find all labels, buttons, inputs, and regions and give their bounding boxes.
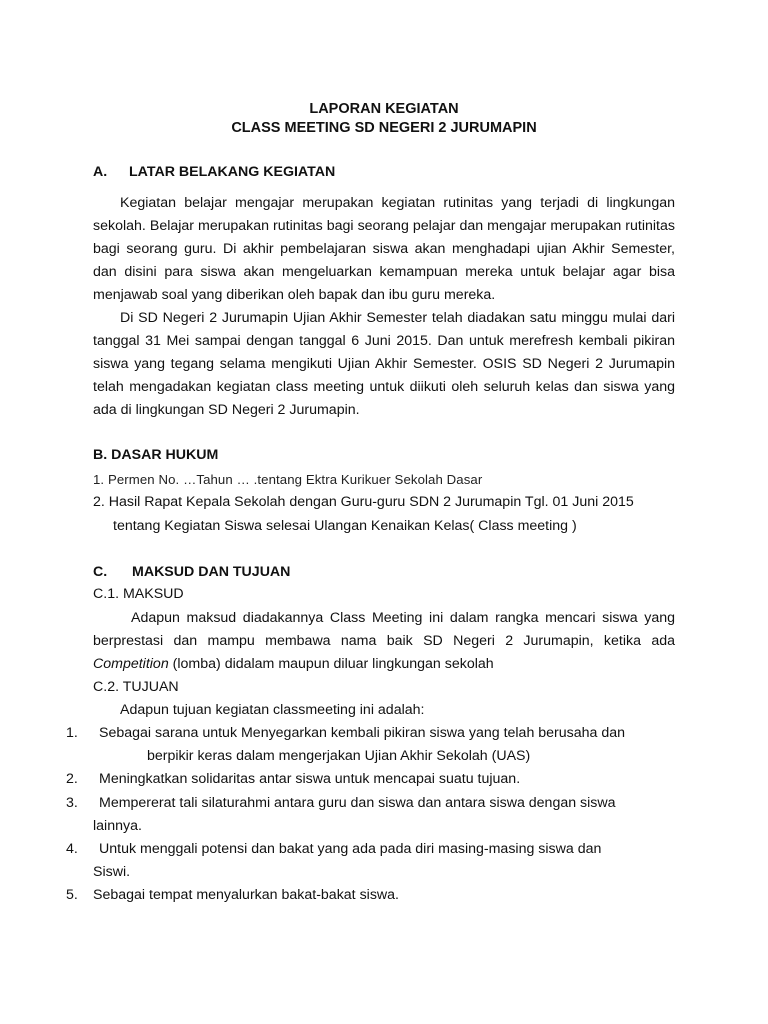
section-a-p1-line: bagi seorang guru. Di akhir pembelajaran siswa akan menghadapi ujian Akhir Semester,	[93, 241, 675, 257]
list-item: Untuk menggali potensi dan bakat yang ada pada diri masing-masing siswa dan	[99, 841, 602, 857]
list-item: Sebagai tempat menyalurkan bakat-bakat siswa.	[93, 887, 399, 903]
c1-line: berprestasi dan mampu membawa nama baik SD Negeri 2 Jurumapin, ketika ada	[93, 633, 675, 649]
section-a-p2-line: ada di lingkungan SD Negeri 2 Jurumapin.	[93, 402, 360, 418]
list-item-cont: Siswi.	[93, 864, 131, 880]
list-number: 3.	[66, 795, 78, 811]
list-item: Sebagai sarana untuk Menyegarkan kembali pikiran siswa yang telah berusaha dan	[99, 725, 626, 741]
section-b-heading: B. DASAR HUKUM	[93, 447, 219, 463]
section-a-p2-line: telah mengadakan kegiatan class meeting untuk diikuti oleh seluruh kelas dan siswa yang	[93, 379, 675, 395]
c2-intro: Adapun tujuan kegiatan classmeeting ini adalah:	[120, 702, 425, 718]
c1-line: Adapun maksud diadakannya Class Meeting ini dalam rangka mencari siswa yang	[131, 610, 675, 626]
section-b-item-2: 2. Hasil Rapat Kepala Sekolah dengan Guru-guru SDN 2 Jurumapin Tgl. 01 Juni 2015	[93, 494, 634, 510]
c1-last-line	[93, 656, 494, 672]
c1-heading: C.1. MAKSUD	[93, 586, 184, 602]
section-a-p1-line: Kegiatan belajar mengajar merupakan kegiatan rutinitas yang terjadi di lingkungan	[120, 195, 675, 211]
document-subtitle: CLASS MEETING SD NEGERI 2 JURUMAPIN	[231, 120, 537, 136]
section-a-heading: LATAR BELAKANG KEGIATAN	[129, 164, 336, 180]
competition-italic: Competition	[93, 656, 169, 672]
list-number: 5.	[66, 887, 78, 903]
list-item: Mempererat tali silaturahmi antara guru dan siswa dan antara siswa dengan siswa	[99, 795, 616, 811]
list-number: 2.	[66, 771, 78, 787]
section-b-item-1: 1. Permen No. …Tahun … .tentang Ektra Kurikuer Sekolah Dasar	[93, 472, 483, 487]
section-b-item-2-cont: tentang Kegiatan Siswa selesai Ulangan Kenaikan Kelas( Class meeting )	[113, 518, 577, 534]
list-item-cont: berpikir keras dalam mengerjakan Ujian Akhir Sekolah (UAS)	[147, 748, 531, 764]
section-c-heading: MAKSUD DAN TUJUAN	[132, 564, 291, 580]
section-a-p1-line: menjawab soal yang diberikan oleh bapak dan ibu guru mereka.	[93, 287, 496, 303]
c2-heading: C.2. TUJUAN	[93, 679, 179, 695]
list-item: Meningkatkan solidaritas antar siswa untuk mencapai suatu tujuan.	[99, 771, 521, 787]
c1-last-rest: (lomba) didalam maupun diluar lingkungan sekolah	[168, 656, 494, 672]
section-a-letter: A.	[93, 164, 108, 180]
section-a-p2-line: siswa yang tegang selama mengikuti Ujian Akhir Semester. OSIS SD Negeri 2 Jurumapin	[93, 356, 675, 372]
section-a-p1-line: sekolah. Belajar merupakan rutinitas bagi seorang pelajar dan mengajar merupakan rutinitas	[93, 218, 675, 234]
list-number: 1.	[66, 725, 78, 741]
section-a-p1-line: dan disini para siswa akan mengeluarkan kemampuan mereka untuk belajar agar bisa	[93, 264, 675, 280]
section-a-p2-line: Di SD Negeri 2 Jurumapin Ujian Akhir Semester telah diadakan satu minggu mulai dari	[120, 310, 675, 326]
list-item-cont: lainnya.	[93, 818, 142, 834]
list-number: 4.	[66, 841, 78, 857]
section-a-p2-line: tanggal 31 Mei sampai dengan tanggal 6 Juni 2015. Dan untuk merefresh kembali pikiran	[93, 333, 675, 349]
section-c-letter: C.	[93, 564, 108, 580]
document-title: LAPORAN KEGIATAN	[309, 101, 459, 117]
